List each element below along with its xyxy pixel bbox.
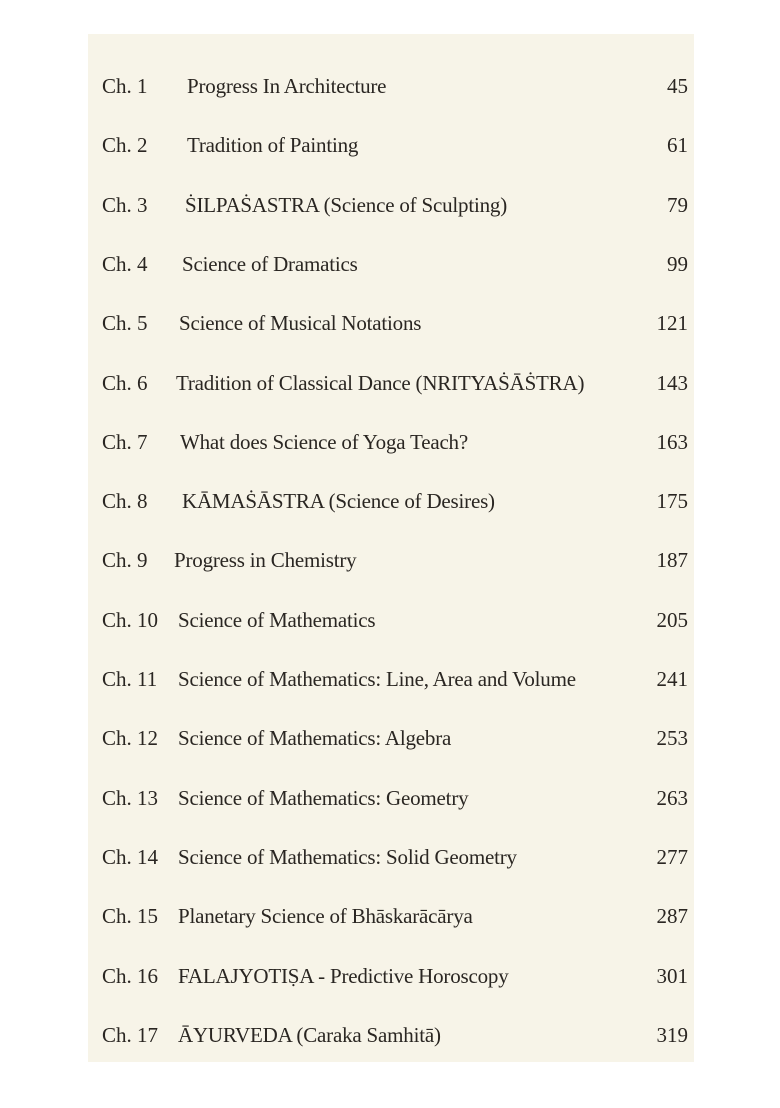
- page-number: 143: [656, 370, 688, 395]
- chapter-title: Science of Mathematics: Geometry: [178, 785, 469, 810]
- page-number: 99: [667, 251, 688, 276]
- chapter-title: Science of Mathematics: [178, 607, 376, 632]
- toc-entry: [88, 130, 694, 160]
- toc-entry: [88, 901, 694, 931]
- page-number: 263: [656, 785, 688, 810]
- toc-entry: [88, 605, 694, 635]
- page-number: 277: [656, 844, 688, 869]
- toc-entry: [88, 842, 694, 872]
- chapter-title: Science of Dramatics: [182, 251, 358, 276]
- chapter-number: Ch. 8: [102, 489, 148, 514]
- chapter-title: KĀMAṠĀSTRA (Science of Desires): [182, 489, 495, 514]
- toc-entry: [88, 783, 694, 813]
- chapter-title: Tradition of Painting: [187, 133, 359, 158]
- page-number: 241: [656, 667, 688, 691]
- chapter-title: Science of Mathematics: Line, Area and Volume: [178, 667, 576, 691]
- chapter-number: Ch. 12: [102, 726, 159, 751]
- toc-entry: [88, 427, 694, 457]
- page-number: 287: [656, 904, 688, 929]
- page-number: 79: [667, 192, 688, 217]
- toc-entry: [88, 308, 694, 338]
- page-number: 121: [656, 311, 688, 336]
- page-number: 301: [656, 963, 688, 988]
- toc-entry: [88, 961, 694, 991]
- page-number: 61: [667, 133, 688, 158]
- chapter-number: Ch. 16: [102, 963, 159, 988]
- chapter-number: Ch. 9: [102, 548, 148, 573]
- chapter-number: Ch. 13: [102, 785, 159, 810]
- chapter-number: Ch. 3: [102, 192, 148, 217]
- toc-entry: [88, 1020, 694, 1050]
- chapter-title: Progress In Architecture: [187, 74, 387, 98]
- toc-page: [88, 34, 694, 1062]
- page-number: 319: [656, 1022, 688, 1047]
- toc-entry: [88, 545, 694, 575]
- page-number: 253: [656, 726, 688, 751]
- chapter-title: Tradition of Classical Dance (NRITYAṠĀṠTRA): [176, 370, 585, 395]
- chapter-number: Ch. 4: [102, 251, 148, 276]
- chapter-number: Ch. 15: [102, 904, 159, 929]
- chapter-number: Ch. 17: [102, 1022, 159, 1047]
- chapter-number: Ch. 7: [102, 429, 148, 454]
- toc-entry: [88, 249, 694, 279]
- page-number: 187: [656, 548, 688, 573]
- chapter-title: Science of Mathematics: Solid Geometry: [178, 844, 517, 869]
- page-number: 175: [656, 489, 688, 514]
- chapter-title: ṠILPAṠASTRA (Science of Sculpting): [185, 192, 508, 217]
- chapter-number: Ch. 14: [102, 844, 159, 869]
- toc-entry: [88, 486, 694, 516]
- page-number: 163: [656, 429, 688, 454]
- chapter-number: Ch. 10: [102, 607, 159, 632]
- chapter-number: Ch. 6: [102, 370, 148, 395]
- chapter-title: ĀYURVEDA (Caraka Samhitā): [178, 1022, 441, 1047]
- chapter-number: Ch. 5: [102, 311, 148, 336]
- chapter-title: Science of Musical Notations: [179, 311, 422, 336]
- chapter-number: Ch. 1: [102, 74, 148, 98]
- chapter-title: FALAJYOTIṢA - Predictive Horoscopy: [178, 963, 509, 988]
- chapter-title: What does Science of Yoga Teach?: [180, 429, 468, 454]
- chapter-number: Ch. 11: [102, 667, 158, 691]
- chapter-number: Ch. 2: [102, 133, 148, 158]
- page-number: 205: [656, 607, 688, 632]
- chapter-title: Progress in Chemistry: [174, 548, 357, 573]
- chapter-title: Science of Mathematics: Algebra: [178, 726, 452, 751]
- toc-entry: [88, 190, 694, 220]
- toc-entry: [88, 368, 694, 398]
- toc-entry: [88, 71, 694, 101]
- toc-entry: [88, 723, 694, 753]
- chapter-title: Planetary Science of Bhāskarācārya: [178, 904, 473, 929]
- page-number: 45: [667, 74, 688, 98]
- toc-entry: [88, 664, 694, 694]
